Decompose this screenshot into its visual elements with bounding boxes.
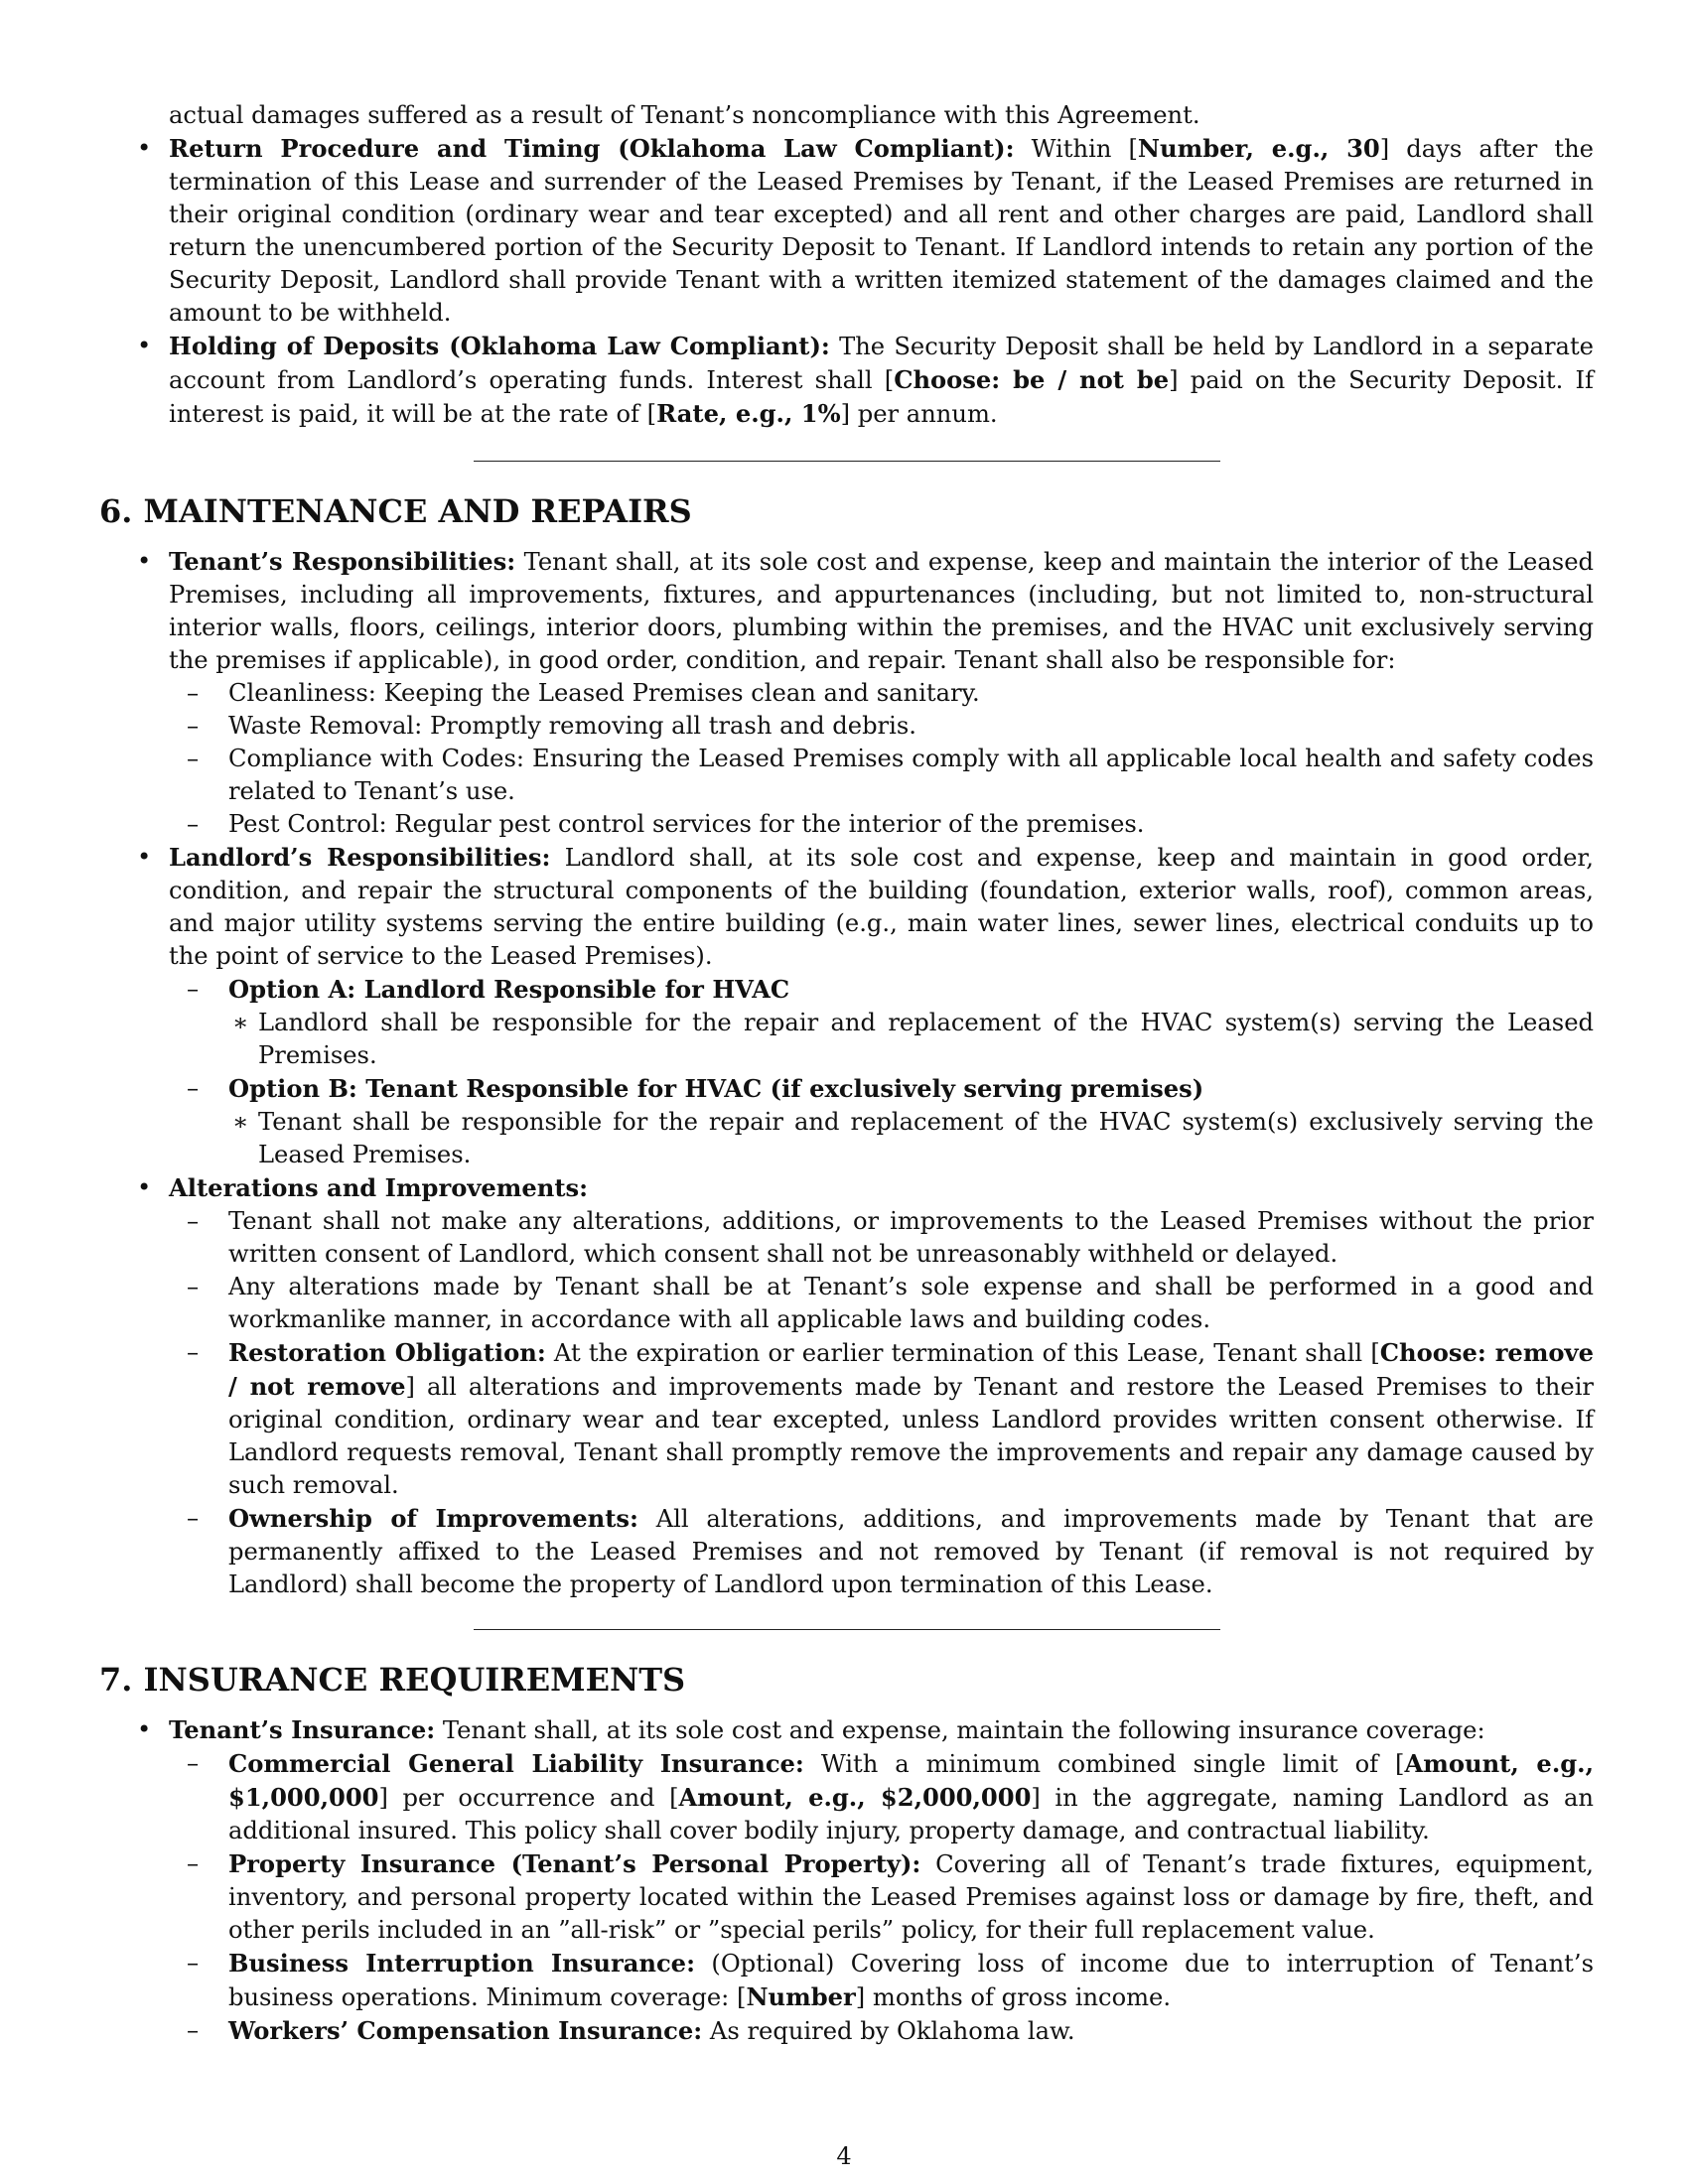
sub-list-item (169, 1336, 1594, 1502)
option-title: Option A: Landlord Responsible for HVAC (228, 975, 790, 1004)
sub-item-title: Property Insurance (Tenant’s Personal Property): (228, 1849, 921, 1878)
list-item (99, 841, 1594, 1171)
item-title: Holding of Deposits (Oklahoma Law Compliant): (169, 332, 830, 360)
dash-marker: – (187, 1338, 200, 1366)
sub-item-title: Commercial General Liability Insurance: (228, 1749, 804, 1778)
item-text: ] days after the termination of this Lease and surrender of the Leased Premises by Tenant, if the Leased Premises are returned in their original condition (ordinary wear and tear excepted) and all rent and other charges are paid, Landlord shall return the unencumbered portion of the Security Deposit to Tenant. If Landlord intends to retain any portion of the Security Deposit, Landlord shall provide Tenant with a written itemized statement of the damages claimed and the amount to be withheld. (169, 135, 1594, 327)
sub-item-text: Any alterations made by Tenant shall be at Tenant’s sole expense and shall be performed in a good and workmanlike manner, in accordance with all applicable laws and building codes. (228, 1273, 1594, 1333)
item-text: ] paid on the Security Deposit. If interest is paid, it will be at the rate of [ (169, 366, 1594, 428)
item-title: Landlord’s Responsibilities: (169, 843, 551, 872)
sub-sub-list (228, 1106, 1594, 1171)
placeholder-field: Choose: remove / not remove (228, 1338, 1594, 1401)
sub-item-title: Restoration Obligation: (228, 1338, 546, 1367)
section-heading: 6. MAINTENANCE AND REPAIRS (99, 492, 692, 530)
list-item (99, 1713, 1594, 2048)
dash-marker: – (187, 2016, 200, 2044)
sub-list-item (169, 710, 1594, 743)
sub-item-text: ] per occurrence and [ (378, 1784, 679, 1812)
placeholder-field: Choose: be / not be (894, 365, 1170, 394)
maintenance-list (99, 545, 1594, 1601)
list-item (99, 330, 1594, 431)
sub-list-item (169, 1947, 1594, 2014)
insurance-list (99, 1713, 1594, 2048)
item-text: Landlord shall, at its sole cost and expense, keep and maintain in good order, condition, and repair the structural components of the building (foundation, exterior walls, roof), common areas, and major utility systems serving the entire building (e.g., main water lines, sewer lines, electrical conduits up to the point of service to the Leased Premises). (169, 844, 1595, 970)
sub-item-text: Covering all of Tenant’s trade fixtures, equipment, inventory, and personal property located within the Leased Premises against loss or damage by fire, theft, and other perils included in an ”all-risk” or ”special perils” policy, for their full replacement value. (228, 1850, 1594, 1944)
sub-item-text: ] all alterations and improvements made by Tenant and restore the Leased Premises to their original condition, ordinary wear and tear excepted, unless Landlord provides written consent otherwise. If Landlord requests removal, Tenant shall promptly remove the improvements and repair any damage caused by such removal. (228, 1373, 1594, 1499)
sub-item-text: Pest Control: Regular pest control services for the interior of the premises. (228, 810, 1145, 838)
sub-list (169, 677, 1594, 841)
sub-item-title: Workers’ Compensation Insurance: (228, 2016, 703, 2045)
sub-item-text: Cleanliness: Keeping the Leased Premises clean and sanitary. (228, 679, 980, 707)
placeholder-field: Amount, e.g., $2,000,000 (678, 1783, 1032, 1812)
sub-list-item (169, 1847, 1594, 1947)
bullet-marker: • (137, 332, 152, 359)
bullet-marker: • (137, 1715, 152, 1743)
sub-item-text: With a minimum combined single limit of [ (803, 1750, 1405, 1778)
item-text: Within [ (1014, 135, 1138, 163)
sub-list (169, 973, 1594, 1171)
sub-list-item (169, 677, 1594, 710)
sub-sub-list (228, 1007, 1594, 1072)
placeholder-field: Number, e.g., 30 (1137, 134, 1380, 163)
placeholder-field: Rate, e.g., 1% (656, 399, 841, 428)
sub-item-text: Waste Removal: Promptly removing all trash and debris. (228, 712, 916, 740)
section-divider (474, 461, 1220, 462)
dash-marker: – (187, 1273, 200, 1300)
list-item (99, 545, 1594, 841)
continuation-text: actual damages suffered as a result of Tenant’s noncompliance with this Agreement. (169, 101, 1200, 129)
item-text: The Security Deposit shall be held by Landlord in a separate account from Landlord’s operating funds. Interest shall [ (169, 333, 1595, 394)
item-title: Tenant’s Insurance: (169, 1715, 436, 1744)
dash-marker: – (187, 1749, 200, 1777)
placeholder-field: Amount, e.g., $1,000,000 (228, 1749, 1595, 1812)
section-divider (474, 1629, 1220, 1630)
item-text: ] per annum. (840, 400, 998, 428)
sub-list-item (169, 1502, 1594, 1601)
sub-item-text: At the expiration or earlier termination of this Lease, Tenant shall [ (545, 1339, 1380, 1367)
star-marker: ∗ (232, 1009, 249, 1036)
item-title: Tenant’s Responsibilities: (169, 547, 516, 576)
sub-list-item (169, 2014, 1594, 2048)
bullet-marker: • (137, 547, 152, 575)
sub-list-item (169, 1271, 1594, 1336)
item-title: Return Procedure and Timing (Oklahoma Law Compliant): (169, 134, 1015, 163)
dash-marker: – (187, 712, 200, 740)
section-heading: 7. INSURANCE REQUIREMENTS (99, 1661, 686, 1699)
dash-marker: – (187, 1504, 200, 1532)
sub-list (169, 1747, 1594, 2048)
sub-list-item (169, 808, 1594, 841)
option-text: Tenant shall be responsible for the repair and replacement of the HVAC system(s) exclusively serving the Leased Premises. (258, 1108, 1594, 1168)
sub-item-title: Business Interruption Insurance: (228, 1949, 695, 1978)
dash-marker: – (187, 975, 200, 1003)
dash-marker: – (187, 745, 200, 772)
dash-marker: – (187, 810, 200, 838)
dash-marker: – (187, 1074, 200, 1102)
item-text: Tenant shall, at its sole cost and expense, maintain the following insurance coverage: (435, 1716, 1485, 1744)
dash-marker: – (187, 1849, 200, 1877)
option-title: Option B: Tenant Responsible for HVAC (if exclusively serving premises) (228, 1074, 1204, 1103)
sub-sub-list-item (228, 1007, 1594, 1072)
sub-list-item (169, 1205, 1594, 1271)
option-text: Landlord shall be responsible for the repair and replacement of the HVAC system(s) serving the Leased Premises. (258, 1009, 1594, 1069)
sub-sub-list-item (228, 1106, 1594, 1171)
sub-list-item (169, 1747, 1594, 1847)
bullet-marker: • (137, 1173, 152, 1201)
sub-item-title: Ownership of Improvements: (228, 1504, 638, 1533)
sub-item-text: ] months of gross income. (855, 1983, 1172, 2011)
sub-item-text: (Optional) Covering loss of income due to interruption of Tenant’s business operations. Minimum coverage: [ (228, 1950, 1594, 2011)
sub-list-item (169, 973, 1594, 1072)
star-marker: ∗ (232, 1108, 249, 1136)
sub-list (169, 1205, 1594, 1601)
security-deposit-list (99, 132, 1594, 431)
sub-item-text: ] in the aggregate, naming Landlord as an additional insured. This policy shall cover bodily injury, property damage, and contractual liability. (228, 1784, 1594, 1844)
sub-item-text: Compliance with Codes: Ensuring the Leased Premises comply with all applicable local health and safety codes related to Tenant’s use. (228, 745, 1594, 805)
page-number: 4 (836, 2142, 852, 2170)
sub-list-item (169, 1072, 1594, 1171)
item-text: Tenant shall, at its sole cost and expense, keep and maintain the interior of the Leased Premises, including all improvements, fixtures, and appurtenances (including, but not limited to, non-structural interior walls, floors, ceilings, interior doors, plumbing within the premises, and the HVAC unit exclusively serving the premises if applicable), in good order, condition, and repair. Tenant shall also be responsible for: (169, 548, 1594, 674)
dash-marker: – (187, 1207, 200, 1235)
bullet-marker: • (137, 843, 152, 871)
page-content (99, 99, 1594, 2048)
sub-item-text: All alterations, additions, and improvements made by Tenant that are permanently affixed to the Leased Premises and not removed by Tenant (if removal is not required by Landlord) shall become the property of Landlord upon termination of this Lease. (228, 1505, 1594, 1598)
sub-list-item (169, 743, 1594, 808)
item-title: Alterations and Improvements: (169, 1173, 589, 1202)
dash-marker: – (187, 1949, 200, 1977)
dash-marker: – (187, 679, 200, 707)
list-item (99, 1171, 1594, 1601)
list-item (99, 132, 1594, 330)
placeholder-field: Number (746, 1982, 856, 2011)
sub-item-text: As required by Oklahoma law. (702, 2017, 1075, 2045)
sub-item-text: Tenant shall not make any alterations, additions, or improvements to the Leased Premises without the prior written consent of Landlord, which consent shall not be unreasonably withheld or delayed. (228, 1207, 1594, 1268)
bullet-marker: • (137, 134, 152, 162)
